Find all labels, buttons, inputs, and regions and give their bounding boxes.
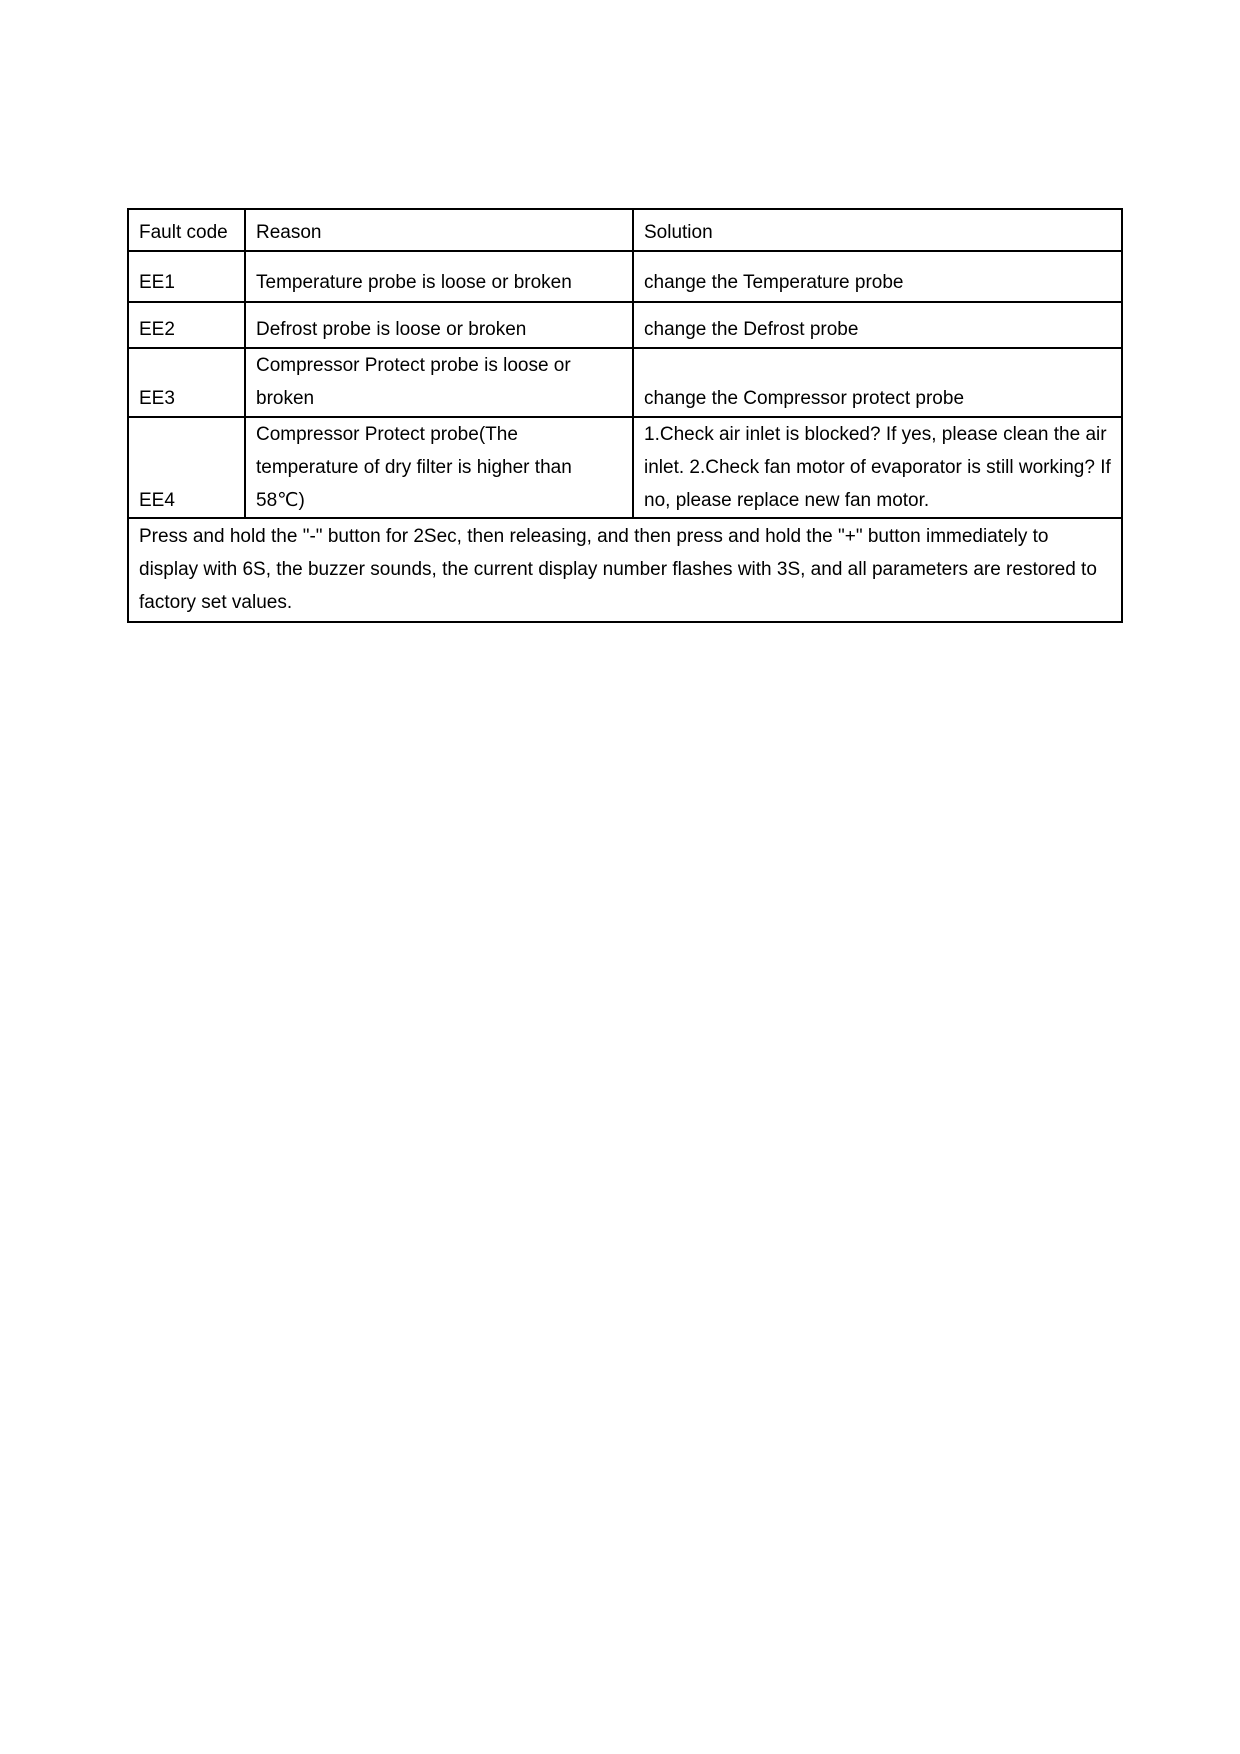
factory-reset-note: Press and hold the "-" button for 2Sec, then releasing, and then press and hold the "+" button immediately to display with 6S, the buzzer sounds, the current display number flashes with 3S, and all parameters are restored to factory set values.: [128, 518, 1122, 622]
fault-code-table: [127, 208, 1123, 623]
reason-cell: Compressor Protect probe(The temperature of dry filter is higher than 58℃): [245, 417, 633, 518]
fault-code-cell: EE2: [128, 302, 245, 348]
table-header-row: [128, 209, 1122, 251]
solution-cell: change the Compressor protect probe: [633, 348, 1122, 417]
solution-cell: change the Defrost probe: [633, 302, 1122, 348]
header-fault-code: Fault code: [128, 209, 245, 251]
table-note-row: [128, 518, 1122, 622]
table-row: [128, 348, 1122, 417]
fault-code-cell: EE1: [128, 251, 245, 302]
table-row: [128, 417, 1122, 518]
fault-code-cell: EE4: [128, 417, 245, 518]
table-row: [128, 251, 1122, 302]
header-solution: Solution: [633, 209, 1122, 251]
reason-cell: Temperature probe is loose or broken: [245, 251, 633, 302]
solution-cell: change the Temperature probe: [633, 251, 1122, 302]
fault-code-cell: EE3: [128, 348, 245, 417]
header-reason: Reason: [245, 209, 633, 251]
table-row: [128, 302, 1122, 348]
reason-cell: Defrost probe is loose or broken: [245, 302, 633, 348]
solution-cell: 1.Check air inlet is blocked? If yes, please clean the air inlet. 2.Check fan motor of evaporator is still working? If no, please replace new fan motor.: [633, 417, 1122, 518]
reason-cell: Compressor Protect probe is loose or broken: [245, 348, 633, 417]
